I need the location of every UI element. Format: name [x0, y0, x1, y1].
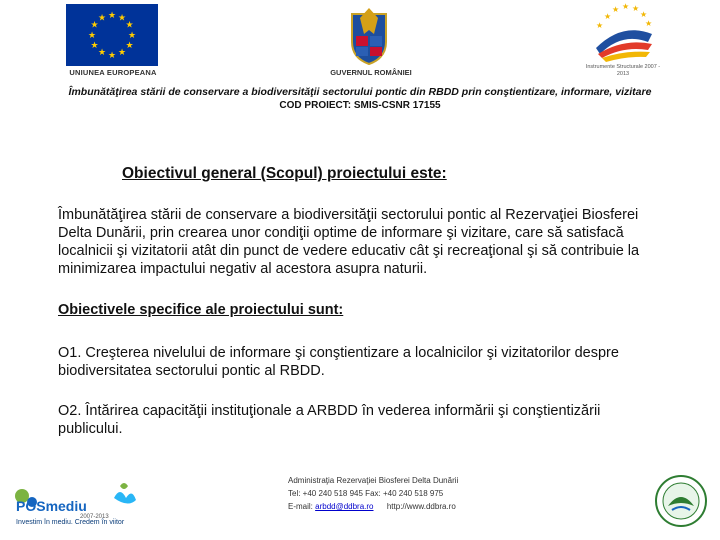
svg-text:★: ★ — [632, 4, 640, 13]
phone-fax: Tel: +40 240 518 945 Fax: +40 240 518 975 — [288, 489, 444, 498]
svg-text:★: ★ — [612, 5, 620, 14]
svg-text:★: ★ — [125, 41, 134, 51]
eu-flag-logo — [66, 4, 158, 66]
svg-text:★: ★ — [622, 2, 630, 11]
project-code: COD PROIECT: SMIS-CSNR 17155 — [279, 100, 441, 111]
specific-objective-item: O1. Creşterea nivelului de informare şi conştientizare a localnicilor şi vizitatorilor despre biodiversitatea sectorului pontic al RBDD. — [58, 345, 619, 379]
svg-text:★: ★ — [125, 20, 134, 31]
gov-caption: GUVERNUL ROMÂNIEI — [330, 68, 412, 77]
svg-text:★: ★ — [127, 31, 137, 41]
svg-text:★: ★ — [117, 48, 127, 58]
romanian-coat-of-arms-logo — [346, 4, 392, 66]
svg-text:★: ★ — [604, 12, 612, 21]
structural-instruments-caption: Instrumente Structurale 2007 - 2013 — [585, 64, 661, 77]
email-website-line — [288, 500, 458, 513]
general-objective-heading: Obiectivul general (Scopul) proiectului este: — [122, 165, 447, 182]
general-objective-text: Îmbunătăţirea stării de conservare a biodiversităţii sectorului pontic al Rezervaţiei Biosferei Delta Dunării, prin crearea unor condiţii optime de informare şi vizitare, care să satisfacă localnicii şi vizitatorii atât din punct de vedere educativ cât şi recreaţional şi să contribuie la minimizarea impactului negativ al acestora asupra naturii. — [58, 207, 640, 277]
svg-text:★: ★ — [97, 48, 107, 58]
project-title: Îmbunătăţirea stării de conservare a biodiversităţii sectorului pontic din RBDD prin conştientizare, informare, vizitare — [68, 86, 652, 98]
specific-objectives-heading: Obiectivele specifice ale proiectului sunt: — [58, 302, 344, 318]
svg-text:★: ★ — [596, 21, 604, 30]
posmediu-name: POSmediu — [16, 498, 87, 514]
contact-block — [288, 474, 458, 513]
posmediu-tagline: Investim în mediu. Credem în viitor — [16, 519, 125, 526]
email-link[interactable]: arbdd@ddbra.ro — [315, 502, 374, 511]
specific-objective-item: O2. Întărirea capacităţii instituţionale a ARBDD în vederea informării şi conştientizării publicului. — [58, 403, 601, 437]
svg-text:★: ★ — [640, 10, 648, 19]
email-label: E-mail: — [288, 502, 316, 511]
organization-name: Administraţia Rezervaţiei Biosferei Delta Dunării — [288, 476, 459, 485]
svg-text:★: ★ — [107, 11, 117, 21]
website-link[interactable]: http://www.ddbra.ro — [386, 502, 456, 511]
svg-text:★: ★ — [87, 31, 97, 41]
svg-text:★: ★ — [90, 41, 99, 51]
svg-text:★: ★ — [90, 20, 99, 31]
posmediu-years: 2007-2013 — [80, 514, 109, 520]
structural-instruments-logo — [582, 2, 660, 64]
eu-caption: UNIUNEA EUROPEANA — [69, 68, 157, 77]
svg-text:★: ★ — [97, 13, 107, 24]
svg-text:★: ★ — [117, 13, 127, 24]
delta-reserve-logo — [654, 474, 708, 528]
svg-text:★: ★ — [107, 51, 117, 61]
svg-text:★: ★ — [645, 19, 653, 28]
